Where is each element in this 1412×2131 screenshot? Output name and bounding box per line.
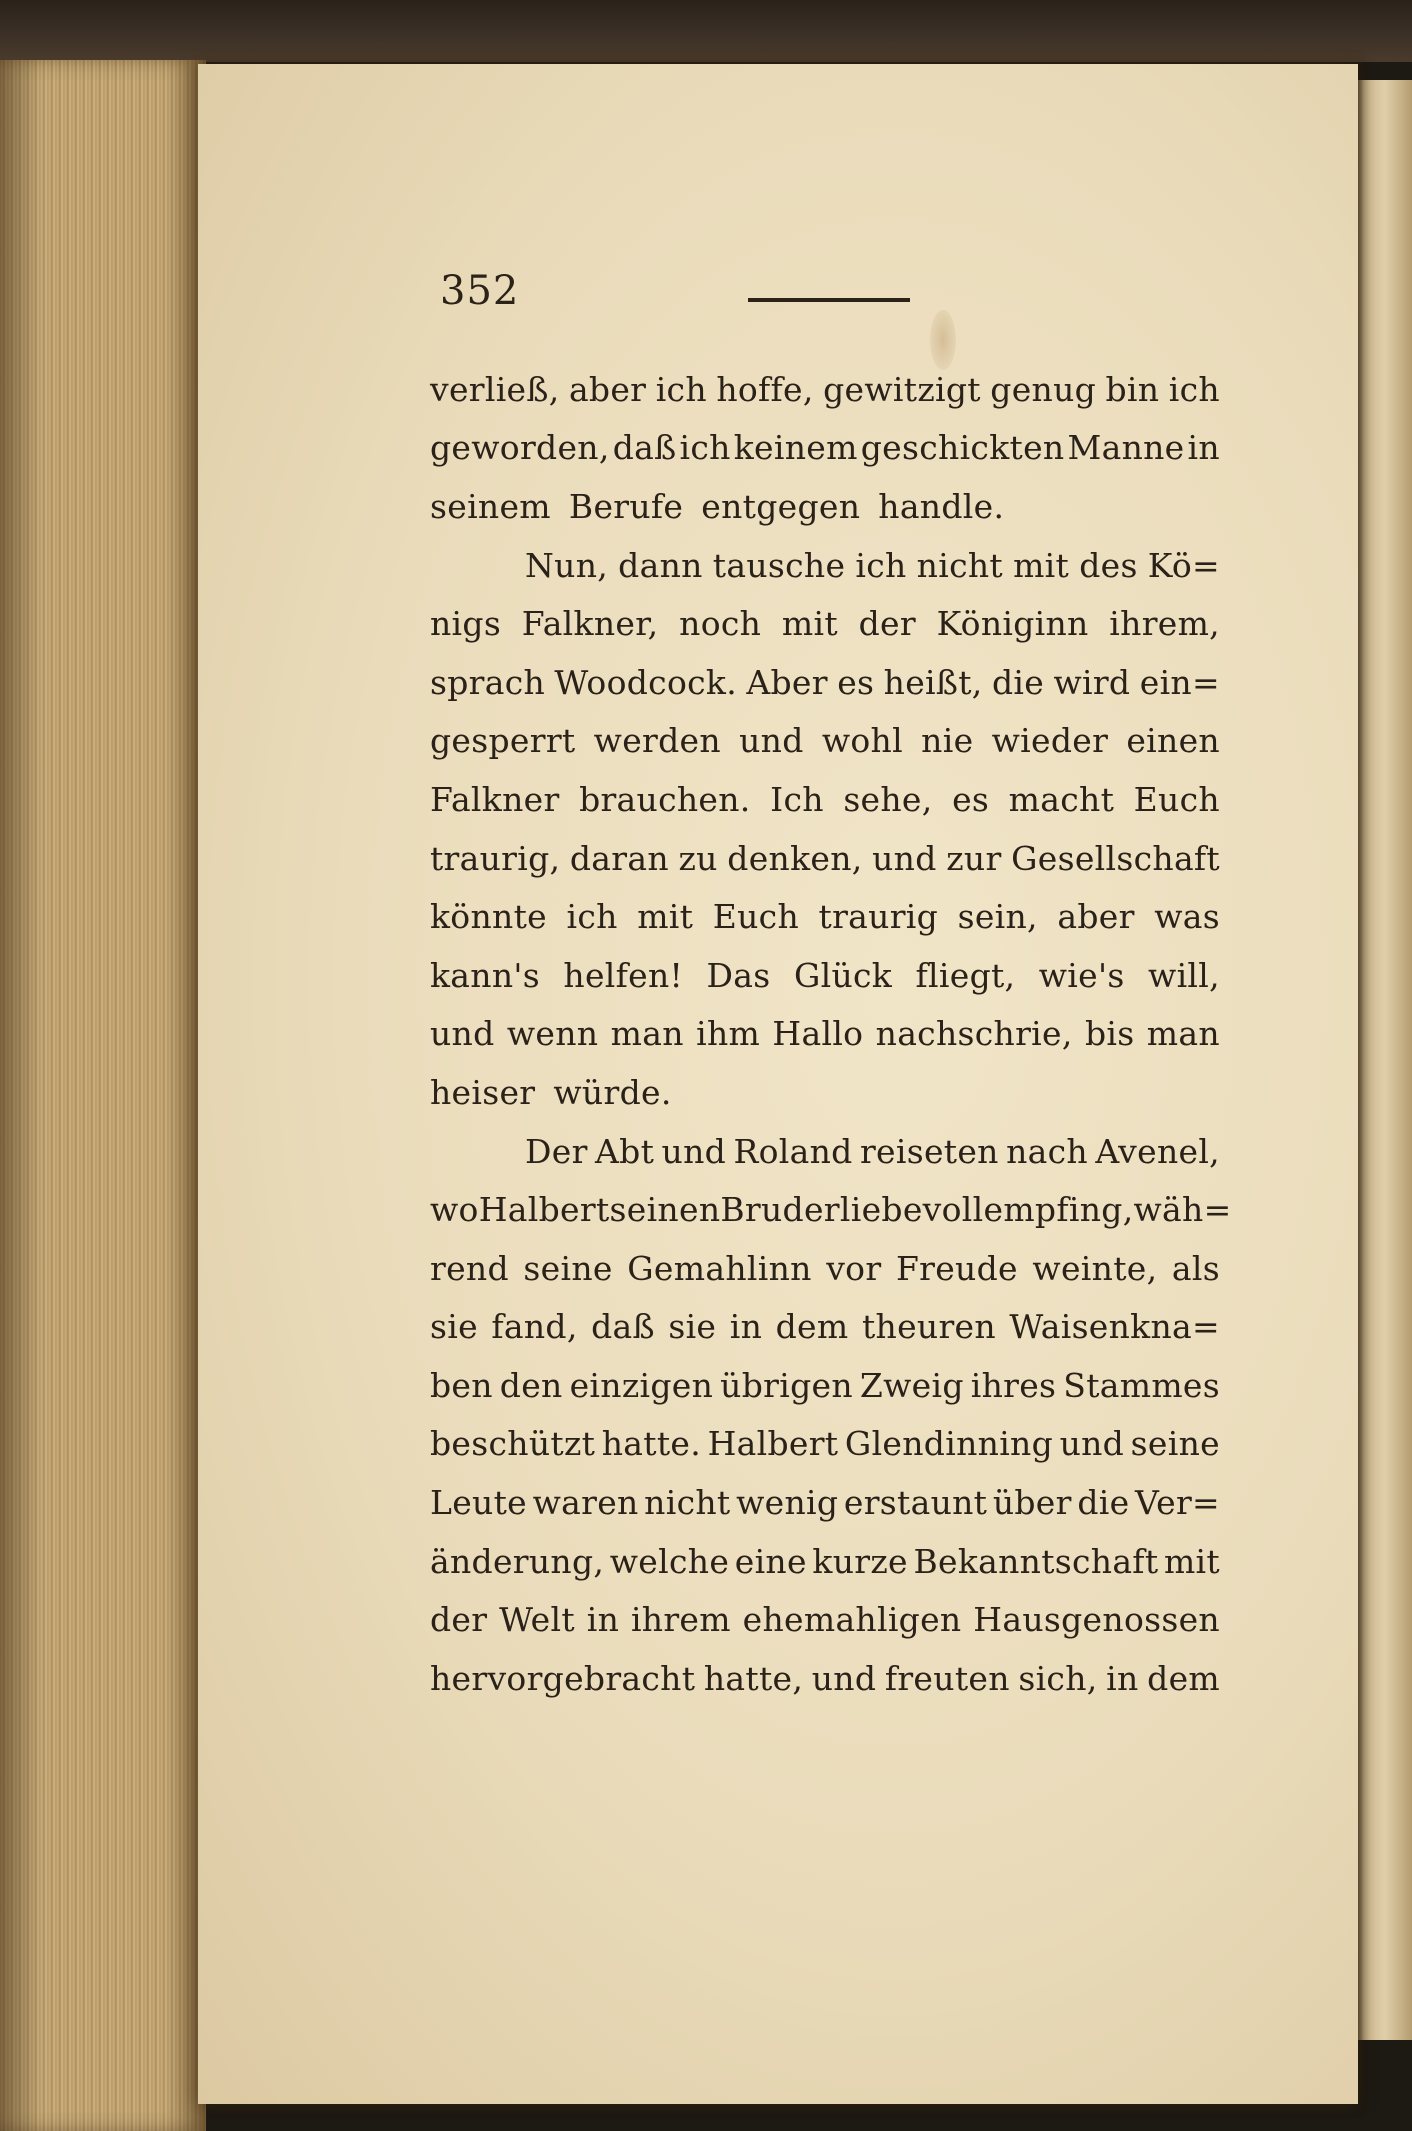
text-word: Halbert	[707, 1424, 839, 1464]
text-word: einen	[1126, 721, 1220, 761]
text-word: Zweig	[859, 1365, 964, 1405]
text-word: ich	[655, 369, 707, 409]
text-line	[430, 1649, 1220, 1708]
text-word: einzigen	[569, 1365, 714, 1405]
text-line	[430, 1122, 1220, 1181]
text-word: nicht	[916, 545, 1003, 585]
text-word: macht	[1008, 779, 1115, 819]
text-word: kann's	[430, 955, 540, 995]
text-word: daß	[591, 1307, 655, 1347]
text-word: dem	[1147, 1658, 1220, 1698]
text-word: werden	[593, 721, 721, 761]
text-word: Ver=	[1135, 1483, 1220, 1523]
text-word: und	[739, 721, 804, 761]
text-word: reiseten	[859, 1131, 999, 1171]
text-word: vor	[826, 1248, 882, 1288]
text-word: nach	[1006, 1131, 1088, 1171]
text-word: man	[1146, 1014, 1220, 1054]
text-word: Falkner,	[521, 604, 659, 644]
text-word: wird	[1053, 662, 1131, 702]
text-word: kurze	[812, 1541, 908, 1581]
text-word: traurig,	[430, 838, 561, 878]
text-word: weinte,	[1032, 1248, 1158, 1288]
book-top-edge	[0, 0, 1412, 62]
text-line	[430, 712, 1220, 771]
text-word: wieder	[991, 721, 1109, 761]
text-word: ich	[566, 897, 618, 937]
text-word: liebevoll	[839, 1190, 984, 1230]
text-word: und	[430, 1014, 495, 1054]
text-word: fliegt,	[915, 955, 1016, 995]
text-word: dann	[618, 545, 703, 585]
text-word: es	[837, 662, 875, 702]
text-word: was	[1154, 897, 1220, 937]
page-number: 352	[440, 268, 520, 314]
text-word: Bruder	[720, 1190, 840, 1230]
page-edges-shade	[0, 60, 206, 2131]
text-word: nachschrie,	[875, 1014, 1073, 1054]
text-word: Kö=	[1147, 545, 1220, 585]
text-word: heißt,	[883, 662, 983, 702]
text-word: Avenel,	[1095, 1131, 1220, 1171]
text-word: man	[610, 1014, 684, 1054]
text-word: es	[952, 779, 990, 819]
text-word: bin	[1105, 369, 1160, 409]
text-word: rend	[430, 1248, 509, 1288]
text-word: mit	[1163, 1541, 1220, 1581]
text-word: sie	[430, 1307, 478, 1347]
text-word: und	[811, 1658, 877, 1698]
text-line	[430, 829, 1220, 888]
text-line	[430, 419, 1220, 478]
text-word: eine	[734, 1541, 807, 1581]
text-word: seine	[1130, 1424, 1220, 1464]
text-word: in	[1106, 1658, 1139, 1698]
text-word: Ich	[770, 779, 824, 819]
text-word: änderung,	[430, 1541, 605, 1581]
text-word: seinen	[609, 1190, 721, 1230]
text-word: Waisenkna=	[1009, 1307, 1220, 1347]
text-word: der	[858, 604, 916, 644]
text-word: hatte,	[703, 1658, 804, 1698]
text-line	[430, 1239, 1220, 1298]
text-word: tausche	[712, 545, 846, 585]
text-word: bis	[1084, 1014, 1135, 1054]
text-word: hatte.	[601, 1424, 702, 1464]
body-text	[430, 360, 1232, 1708]
text-line	[430, 1590, 1220, 1649]
text-word: den	[499, 1365, 563, 1405]
text-word: gesperrt	[430, 721, 576, 761]
text-word: Gemahlinn	[627, 1248, 812, 1288]
text-word: daran	[569, 838, 669, 878]
text-word: welche	[609, 1541, 730, 1581]
text-word: ein=	[1139, 662, 1220, 702]
text-word: über	[992, 1483, 1072, 1523]
text-word: mit	[781, 604, 838, 644]
text-word: sein,	[957, 897, 1038, 937]
text-word: übrigen	[720, 1365, 853, 1405]
text-word: sehe,	[843, 779, 933, 819]
text-word: Euch	[712, 897, 800, 937]
text-line	[430, 770, 1220, 829]
text-word: ehemahligen	[742, 1600, 962, 1640]
text-word: mit	[1013, 545, 1070, 585]
text-word: Abt	[595, 1131, 655, 1171]
text-line	[430, 594, 1220, 653]
text-word: Aber	[746, 662, 828, 702]
text-line	[430, 536, 1220, 595]
text-word: freuten	[884, 1658, 1010, 1698]
text-word: dem	[775, 1307, 849, 1347]
text-word: Glück	[793, 955, 893, 995]
text-word: hervorgebracht	[430, 1658, 696, 1698]
text-word: Nun,	[525, 545, 609, 585]
text-word: könnte	[430, 897, 547, 937]
text-line	[430, 360, 1220, 419]
text-word: Stammes	[1063, 1365, 1220, 1405]
text-word: zu	[678, 838, 718, 878]
text-word: will,	[1148, 955, 1220, 995]
text-word: Falkner	[430, 779, 560, 819]
text-word: ihrem,	[1109, 604, 1220, 644]
text-word: geworden,	[430, 428, 610, 468]
text-word: sie	[668, 1307, 717, 1347]
text-word: nicht	[644, 1483, 731, 1523]
text-word: Roland	[733, 1131, 853, 1171]
text-word: Welt	[499, 1600, 575, 1640]
text-word: die	[991, 662, 1045, 702]
text-word: helfen!	[563, 955, 684, 995]
text-word: beschützt	[430, 1424, 596, 1464]
text-word: die	[1077, 1483, 1130, 1523]
text-word: hoffe,	[716, 369, 814, 409]
text-word: traurig	[818, 897, 939, 937]
text-line	[430, 1532, 1220, 1591]
text-line	[430, 1415, 1220, 1474]
text-word: Bekanntschaft	[913, 1541, 1159, 1581]
page-header	[440, 268, 1220, 318]
text-word: Halbert	[478, 1190, 610, 1230]
text-word: aber	[568, 369, 647, 409]
text-word: ben	[430, 1365, 493, 1405]
text-word: und	[661, 1131, 727, 1171]
text-word: waren	[532, 1483, 639, 1523]
text-word: brauchen.	[579, 779, 751, 819]
text-word: Euch	[1133, 779, 1220, 819]
text-line	[430, 653, 1220, 712]
text-word: Königinn	[936, 604, 1089, 644]
text-word: ihrem	[630, 1600, 731, 1640]
text-word: mit	[637, 897, 694, 937]
text-word: seine	[523, 1248, 613, 1288]
text-word: denken,	[727, 838, 863, 878]
text-word: wohl	[821, 721, 903, 761]
text-line	[430, 1356, 1220, 1415]
text-word: ich	[1168, 369, 1220, 409]
facing-page-edge	[1352, 80, 1412, 2040]
text-word: nie	[921, 721, 974, 761]
text-line	[430, 887, 1220, 946]
text-word: entgegen	[701, 486, 861, 526]
text-word: sprach	[430, 662, 546, 702]
text-word: ich	[679, 428, 731, 468]
text-word: in	[729, 1307, 763, 1347]
text-word: theuren	[861, 1307, 996, 1347]
text-line	[430, 1180, 1232, 1239]
text-word: wenig	[736, 1483, 839, 1523]
text-word: als	[1171, 1248, 1220, 1288]
text-line	[430, 946, 1220, 1005]
text-word: Gesellschaft	[1011, 838, 1220, 878]
text-word: handle.	[878, 486, 1005, 526]
text-word: Freude	[895, 1248, 1018, 1288]
text-word: sich,	[1018, 1658, 1098, 1698]
header-rule	[748, 298, 910, 302]
text-word: seinem	[430, 486, 551, 526]
text-word: ich	[855, 545, 907, 585]
text-word: gewitzigt	[823, 369, 981, 409]
text-word: Das	[706, 955, 771, 995]
text-word: ihres	[970, 1365, 1057, 1405]
text-word: fand,	[491, 1307, 578, 1347]
text-word: empfing,	[983, 1190, 1134, 1230]
text-word: und	[1059, 1424, 1125, 1464]
text-word: wo	[430, 1190, 479, 1230]
text-word: aber	[1057, 897, 1135, 937]
text-word: in	[586, 1600, 620, 1640]
text-word: Der	[525, 1131, 588, 1171]
text-word: wenn	[506, 1014, 599, 1054]
text-word: wäh=	[1133, 1190, 1232, 1230]
text-line	[430, 477, 1220, 536]
text-word: noch	[679, 604, 762, 644]
text-word: Woodcock.	[554, 662, 737, 702]
text-word: und	[872, 838, 937, 878]
text-line	[430, 1063, 1220, 1122]
text-word: Hausgenossen	[973, 1600, 1220, 1640]
text-word: daß	[612, 428, 677, 468]
text-word: nigs	[430, 604, 502, 644]
text-word: des	[1079, 545, 1138, 585]
text-word: Leute	[430, 1483, 527, 1523]
text-word: keinem	[733, 428, 858, 468]
text-word: der	[430, 1600, 488, 1640]
text-word: verließ,	[430, 369, 560, 409]
text-word: Manne	[1067, 428, 1185, 468]
text-line	[430, 1005, 1220, 1064]
text-word: genug	[990, 369, 1097, 409]
text-word: Berufe	[568, 486, 684, 526]
text-word: wie's	[1038, 955, 1125, 995]
text-word: in	[1187, 428, 1220, 468]
text-word: erstaunt	[843, 1483, 988, 1523]
text-word: zur	[946, 838, 1002, 878]
text-word: Hallo	[772, 1014, 864, 1054]
text-word: geschickten	[860, 428, 1065, 468]
text-line	[430, 1473, 1220, 1532]
text-word: Glendinning	[844, 1424, 1054, 1464]
text-line	[430, 1298, 1220, 1357]
text-word: heiser	[430, 1072, 536, 1112]
text-word: würde.	[553, 1072, 672, 1112]
text-word: ihm	[696, 1014, 761, 1054]
